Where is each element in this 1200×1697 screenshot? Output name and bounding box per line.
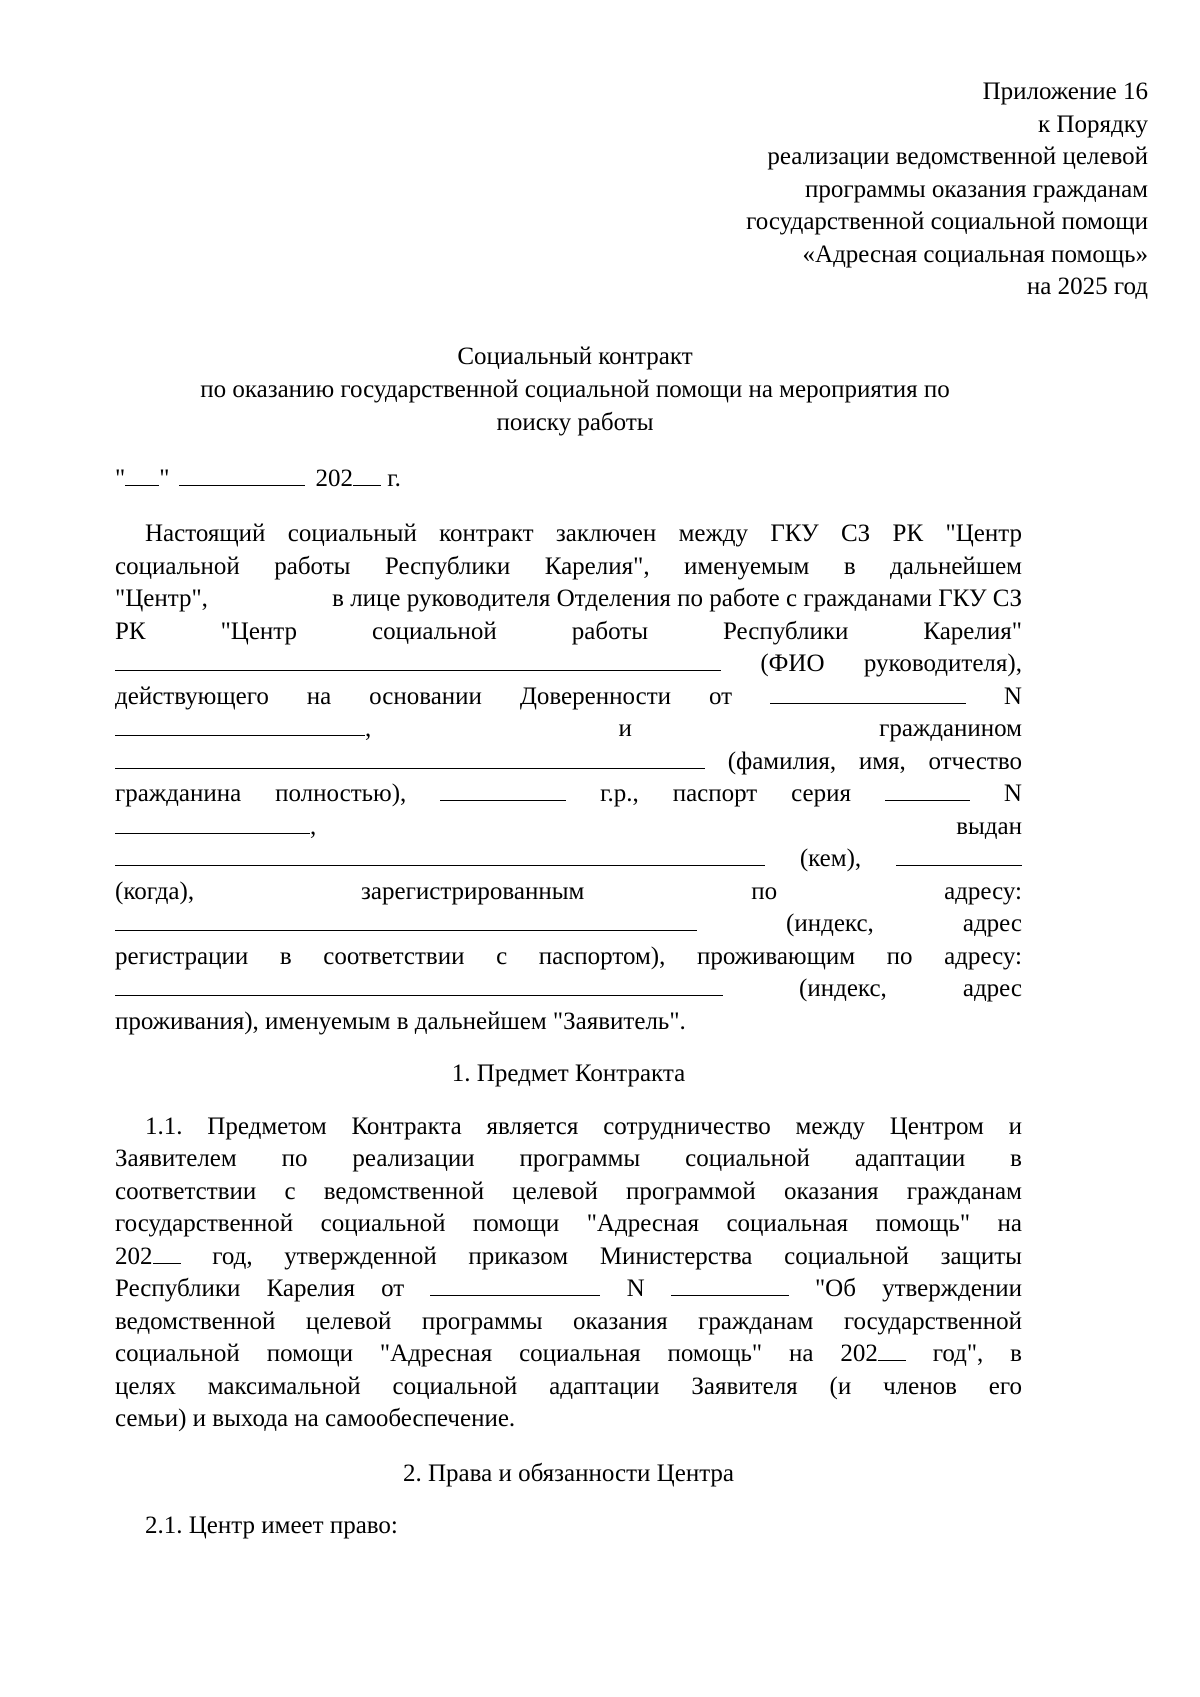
- title-line: поиску работы: [496, 409, 654, 436]
- text-fragment: Республики: [115, 1275, 241, 1302]
- text-line: [115, 778, 1022, 811]
- text-fragment: в: [1010, 1145, 1022, 1172]
- text-line: [115, 1241, 1022, 1274]
- text-fragment: оказания: [573, 1307, 668, 1335]
- text-fragment: работы: [571, 617, 648, 645]
- text-fragment: Карелия": [923, 617, 1022, 645]
- passport-series-blank: [885, 778, 970, 801]
- text-fragment: социальный: [287, 520, 417, 547]
- text-line: [115, 1403, 1022, 1436]
- text-line: [115, 908, 1022, 941]
- text-fragment: адресу:: [944, 877, 1022, 905]
- clause-2-1: 2.1. Центр имеет право:: [145, 1512, 398, 1539]
- text-fragment: ": [115, 465, 126, 492]
- section-1-heading: 1. Предмет Контракта: [451, 1060, 686, 1087]
- text-line: [115, 551, 1022, 584]
- text-fragment: адрес: [962, 910, 1022, 937]
- text-line: [115, 1306, 1022, 1339]
- text-fragment: г.р.,: [600, 780, 639, 807]
- text-fragment: является: [486, 1112, 579, 1140]
- text-fragment: на: [788, 1340, 814, 1367]
- month-blank: [179, 463, 305, 486]
- text-fragment: "Центр",: [115, 585, 208, 612]
- text-fragment: серия: [791, 780, 852, 807]
- text-fragment: Карелия",: [544, 552, 650, 580]
- program-year-blank: [153, 1241, 181, 1264]
- text-line: [115, 1176, 1022, 1209]
- text-fragment: социальной: [784, 1242, 909, 1270]
- text-fragment: адрес: [962, 975, 1022, 1002]
- text-fragment: ,: [365, 715, 372, 742]
- text-fragment: реализации: [352, 1145, 475, 1172]
- text-line: [115, 518, 1022, 551]
- text-line: [115, 1111, 1022, 1144]
- text-fragment: помощи: [266, 1340, 354, 1367]
- text-fragment: регистрации: [115, 942, 249, 970]
- birth-date-blank: [440, 778, 566, 801]
- text-line: [115, 713, 1022, 746]
- text-fragment: семьи) и выхода на самообеспечение.: [115, 1405, 516, 1432]
- program-year-blank-2: [878, 1338, 906, 1361]
- text-line: [115, 648, 1022, 681]
- text-fragment: N: [1003, 780, 1022, 807]
- order-number-blank: [671, 1273, 789, 1296]
- text-fragment: социальная: [726, 1210, 848, 1237]
- text-fragment: на: [306, 682, 332, 710]
- text-fragment: контракт: [439, 520, 534, 547]
- text-fragment: утверждении: [882, 1275, 1022, 1302]
- text-line: [115, 1143, 1022, 1176]
- text-fragment: защиты: [940, 1242, 1022, 1270]
- year-blank: [353, 463, 381, 486]
- text-fragment: (когда),: [115, 877, 195, 905]
- contract-date: [115, 462, 401, 495]
- text-fragment: оказания: [783, 1177, 879, 1205]
- text-fragment: адресу:: [944, 942, 1022, 970]
- text-fragment: социальной: [115, 552, 240, 580]
- residence-address-blank: [115, 973, 723, 996]
- text-fragment: гражданина: [115, 780, 242, 807]
- text-fragment: год",: [932, 1340, 984, 1367]
- text-fragment: "Об: [814, 1275, 856, 1302]
- text-fragment: в: [1010, 1340, 1022, 1367]
- text-fragment: "Адресная: [379, 1340, 493, 1367]
- text-fragment: помощь": [875, 1210, 971, 1237]
- text-fragment: по: [281, 1145, 308, 1172]
- text-fragment: РК: [892, 520, 924, 547]
- text-fragment: "Центр: [945, 520, 1022, 547]
- text-line: [115, 941, 1022, 974]
- text-fragment: программы: [519, 1145, 641, 1172]
- text-fragment: имя,: [858, 747, 906, 775]
- text-line: [115, 681, 1022, 714]
- text-fragment: программой: [626, 1177, 756, 1205]
- text-fragment: зарегистрированным: [361, 877, 585, 905]
- text-line: [115, 1208, 1022, 1241]
- text-fragment: проживающим: [696, 942, 856, 970]
- text-fragment: 202: [840, 1340, 878, 1367]
- text-fragment: утвержденной: [284, 1242, 437, 1270]
- text-fragment: "Адресная: [586, 1210, 699, 1237]
- text-fragment: (индекс,: [799, 975, 887, 1002]
- appendix-line: Приложение 16: [982, 78, 1148, 105]
- text-fragment: N: [1003, 682, 1022, 710]
- text-fragment: целевой: [305, 1307, 392, 1335]
- text-fragment: государственной: [115, 1210, 294, 1237]
- text-line: [115, 1006, 1022, 1039]
- text-fragment: гражданам: [698, 1307, 814, 1335]
- text-line: [115, 616, 1022, 649]
- text-fragment: Заявителя: [691, 1372, 798, 1400]
- text-fragment: 1.1.: [145, 1112, 183, 1140]
- text-fragment: социальная: [519, 1340, 641, 1367]
- text-fragment: в лице руководителя Отделения по работе с гражданами ГКУ СЗ: [332, 585, 1022, 612]
- passport-number-blank: [115, 811, 310, 834]
- text-fragment: Настоящий: [145, 520, 266, 547]
- text-fragment: (индекс,: [786, 910, 874, 937]
- text-fragment: г.: [380, 465, 401, 492]
- title-line: по оказанию государственной социальной помощи на мероприятия по: [200, 376, 950, 403]
- citizen-name-blank: [115, 746, 705, 769]
- text-fragment: ведомственной: [115, 1307, 276, 1335]
- text-line: [115, 843, 1022, 876]
- text-fragment: гражданином: [879, 715, 1022, 742]
- text-fragment: между: [795, 1112, 865, 1140]
- appendix-line: на 2025 год: [1026, 273, 1148, 300]
- power-of-attorney-date-blank: [770, 681, 966, 704]
- text-fragment: и: [618, 715, 632, 742]
- contract-body: [115, 518, 1022, 1543]
- text-fragment: ГКУ: [770, 520, 819, 547]
- text-fragment: РК: [115, 617, 146, 645]
- text-fragment: адаптации: [549, 1372, 660, 1400]
- text-fragment: дальнейшем: [890, 552, 1022, 580]
- section-2-heading: 2. Права и обязанности Центра: [402, 1459, 735, 1487]
- appendix-line: «Адресная социальная помощь»: [802, 240, 1148, 268]
- text-fragment: программы: [421, 1307, 543, 1335]
- text-line: [115, 583, 1022, 616]
- text-line: [115, 1273, 1022, 1306]
- text-fragment: социальной: [392, 1372, 518, 1400]
- text-fragment: его: [988, 1372, 1022, 1400]
- text-fragment: от: [381, 1275, 405, 1302]
- text-fragment: по: [886, 942, 913, 970]
- text-fragment: действующего: [115, 682, 269, 710]
- text-fragment: помощь": [667, 1340, 763, 1367]
- text-fragment: (ФИО: [760, 650, 825, 677]
- text-fragment: помощи: [472, 1210, 560, 1237]
- text-fragment: социальной: [115, 1340, 240, 1367]
- text-fragment: ": [159, 465, 170, 492]
- text-fragment: по: [751, 877, 778, 905]
- text-fragment: в: [843, 552, 856, 580]
- text-line: [115, 1338, 1022, 1371]
- text-fragment: сотрудничество: [603, 1112, 771, 1140]
- text-fragment: паспортом),: [538, 942, 666, 970]
- appendix-line: реализации ведомственной целевой: [767, 143, 1148, 170]
- text-fragment: 202: [115, 1242, 153, 1270]
- text-fragment: и: [1008, 1112, 1022, 1140]
- text-fragment: ,: [310, 812, 317, 840]
- text-fragment: максимальной: [207, 1372, 361, 1400]
- document-title: [115, 340, 1035, 439]
- text-fragment: руководителя),: [863, 650, 1022, 677]
- text-fragment: адаптации: [854, 1145, 966, 1172]
- text-fragment: социальной: [320, 1210, 446, 1237]
- text-fragment: от: [708, 682, 733, 710]
- text-fragment: отчество: [928, 747, 1022, 775]
- text-fragment: гражданам: [906, 1177, 1022, 1205]
- text-fragment: с: [496, 942, 508, 970]
- text-fragment: N: [626, 1275, 645, 1302]
- text-fragment: соответствии: [323, 942, 465, 970]
- text-fragment: Заявителем: [115, 1145, 237, 1172]
- text-fragment: Предметом: [207, 1112, 327, 1140]
- text-fragment: паспорт: [672, 780, 758, 807]
- appendix-line: программы оказания гражданам: [805, 175, 1148, 203]
- text-line: [115, 811, 1022, 844]
- order-date-blank: [430, 1273, 600, 1296]
- text-fragment: СЗ: [841, 520, 871, 547]
- text-fragment: ведомственной: [323, 1177, 485, 1205]
- day-blank: [125, 463, 159, 486]
- text-fragment: именуемым: [684, 552, 810, 580]
- text-fragment: проживания), именуемым в дальнейшем "Заявитель".: [115, 1007, 686, 1035]
- text-fragment: Контракта: [351, 1112, 462, 1140]
- registration-address-blank: [115, 908, 697, 931]
- text-fragment: выдан: [956, 812, 1022, 840]
- text-fragment: Центром: [889, 1112, 984, 1140]
- text-fragment: в: [279, 942, 292, 970]
- text-fragment: (и: [829, 1372, 852, 1400]
- text-fragment: 202: [315, 465, 353, 492]
- text-line: [115, 1510, 1022, 1543]
- text-fragment: социальной: [685, 1145, 810, 1172]
- text-line: [115, 1371, 1022, 1404]
- text-fragment: Министерства: [599, 1242, 753, 1270]
- text-fragment: "Центр: [220, 617, 298, 645]
- text-fragment: соответствии: [115, 1177, 257, 1205]
- text-fragment: целевой: [512, 1177, 598, 1205]
- text-fragment: с: [284, 1177, 296, 1205]
- text-line: [115, 973, 1022, 1006]
- text-fragment: (кем),: [799, 845, 862, 872]
- text-fragment: между: [678, 520, 748, 547]
- appendix-header: [746, 76, 1148, 304]
- appendix-line: государственной социальной помощи: [746, 208, 1148, 235]
- text-fragment: Карелия: [266, 1275, 355, 1302]
- power-of-attorney-number-blank: [115, 713, 365, 736]
- text-fragment: Республики: [722, 617, 849, 645]
- text-fragment: на: [997, 1210, 1022, 1237]
- text-fragment: Доверенности: [519, 682, 672, 710]
- issued-by-blank: [115, 843, 765, 866]
- text-fragment: целях: [115, 1372, 176, 1400]
- text-fragment: Республики: [384, 552, 511, 580]
- issue-date-blank: [896, 843, 1022, 866]
- text-fragment: (фамилия,: [727, 747, 837, 775]
- text-fragment: государственной: [843, 1307, 1022, 1335]
- text-fragment: работы: [274, 552, 351, 580]
- text-line: [115, 876, 1022, 909]
- text-fragment: полностью),: [275, 780, 407, 807]
- text-fragment: членов: [883, 1372, 957, 1400]
- text-fragment: социальной: [372, 617, 497, 645]
- appendix-line: к Порядку: [1038, 110, 1148, 138]
- text-line: [115, 746, 1022, 779]
- director-name-blank: [115, 648, 721, 671]
- text-fragment: год,: [212, 1242, 253, 1270]
- title-line: Социальный контракт: [457, 343, 693, 370]
- text-fragment: заключен: [555, 520, 657, 547]
- text-fragment: основании: [369, 682, 482, 710]
- text-fragment: приказом: [468, 1242, 569, 1270]
